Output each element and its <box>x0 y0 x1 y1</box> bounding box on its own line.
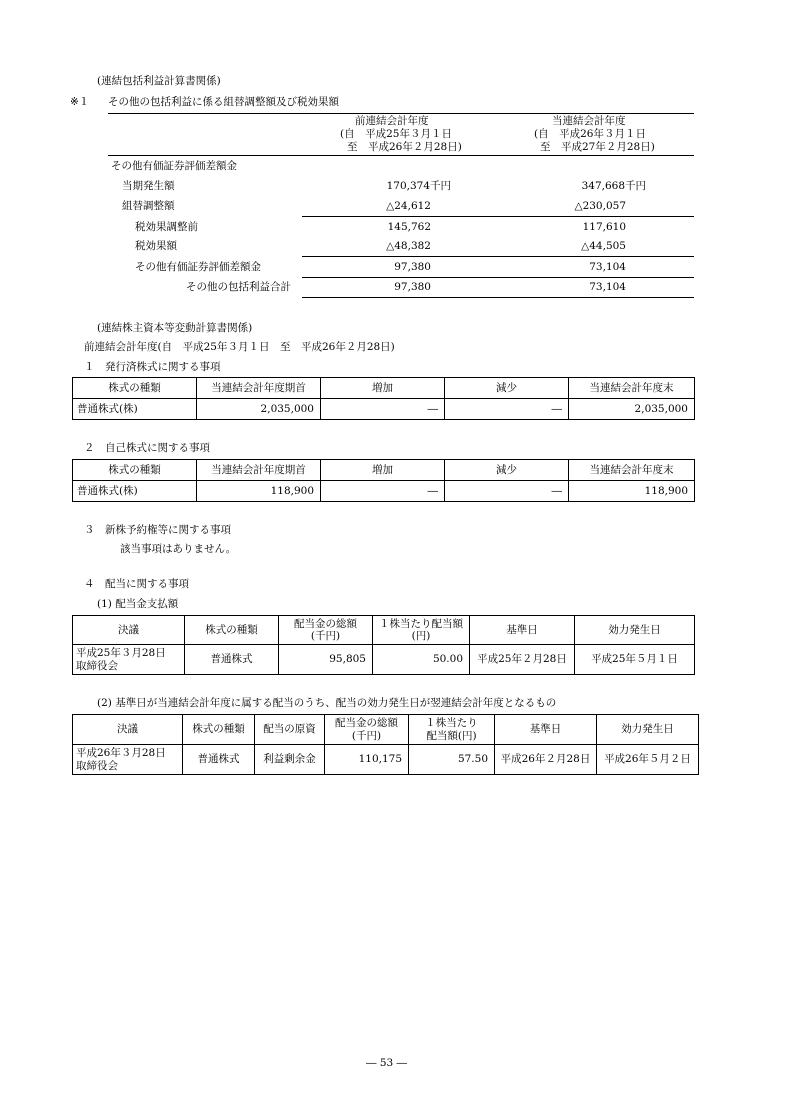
table-cell: ― <box>321 399 445 420</box>
table-cell: 普通株式 <box>183 745 255 775</box>
header-cell: 当連結会計年度末 <box>569 460 695 481</box>
stock-options-text: 該当事項はありません。 <box>120 543 237 555</box>
row-value-prev: 170,374千円 <box>386 180 451 192</box>
subtotal-rule-curr <box>498 216 694 217</box>
header-line: (円) <box>411 630 431 642</box>
row-value-curr: △230,057 <box>574 200 626 212</box>
row-label: その他有価証券評価差額金 <box>135 261 261 273</box>
subtotal-rule-prev <box>302 216 498 217</box>
table-cell: 平成25年５月１日 <box>575 645 695 675</box>
table-cell: ― <box>445 399 569 420</box>
subtotal-rule-curr <box>498 256 694 257</box>
header-cell-two-line <box>373 616 470 645</box>
section-title-treasury-shares: ２ 自己株式に関する事項 <box>84 442 210 454</box>
header-cell: 株式の種類 <box>73 460 197 481</box>
table-cell: 普通株式(株) <box>73 481 197 502</box>
header-cell: 当連結会計年度期首 <box>197 460 321 481</box>
row-label-total: その他の包括利益合計 <box>186 281 291 293</box>
table-cell: 118,900 <box>197 481 321 502</box>
header-cell: 減少 <box>445 460 569 481</box>
header-cell: 基準日 <box>470 616 575 645</box>
table-cell: 利益剰余金 <box>255 745 325 775</box>
table-top-rule <box>108 113 694 114</box>
header-cell: 決議 <box>73 616 185 645</box>
header-cell: 効力発生日 <box>575 616 695 645</box>
table-cell: ― <box>321 481 445 502</box>
dividends-next-year-table <box>72 714 699 775</box>
prev-year-label: 前連結会計年度 <box>355 115 429 127</box>
header-cell: 株式の種類 <box>185 616 279 645</box>
header-cell-two-line <box>325 715 409 745</box>
table-cell: 95,805 <box>279 645 373 675</box>
header-bottom-rule <box>108 155 694 156</box>
subtotal-rule-prev <box>302 256 498 257</box>
table-cell: 平成25年２月28日 <box>470 645 575 675</box>
header-cell: 株式の種類 <box>183 715 255 745</box>
row-value-prev: △24,612 <box>386 200 431 212</box>
header-line: 配当額(円) <box>426 729 477 742</box>
equity-period: 前連結会計年度(自 平成25年３月１日 至 平成26年２月28日) <box>84 341 395 353</box>
row-label: 組替調整額 <box>122 200 175 212</box>
row-value-curr: 73,104 <box>589 261 626 273</box>
dividends-paid-title: (1) 配当金支払額 <box>97 598 179 610</box>
table-cell: 110,175 <box>325 745 409 775</box>
row-value-prev: △48,382 <box>386 240 431 252</box>
equity-heading: (連結株主資本等変動計算書関係) <box>97 322 253 334</box>
row-value-curr: △44,505 <box>581 240 626 252</box>
comprehensive-income-heading: (連結包括利益計算書関係) <box>97 75 221 87</box>
note-title: その他の包括利益に係る組替調整額及び税効果額 <box>108 96 339 108</box>
header-cell: 基準日 <box>495 715 597 745</box>
row-value-curr: 117,610 <box>582 221 626 233</box>
table-cell: 50.00 <box>373 645 470 675</box>
row-value-curr: 347,668千円 <box>581 180 646 192</box>
row-value-prev: 97,380 <box>394 281 431 293</box>
curr-year-label: 当連結会計年度 <box>552 115 626 127</box>
header-cell: 当連結会計年度末 <box>569 378 695 399</box>
header-cell: 効力発生日 <box>597 715 699 745</box>
section-title-dividends: ４ 配当に関する事項 <box>84 578 189 590</box>
prev-year-from: (自 平成25年３月１日 <box>340 128 452 140</box>
resolution-cell <box>73 745 183 775</box>
resolution-cell <box>73 645 185 675</box>
section-title-issued-shares: １ 発行済株式に関する事項 <box>84 361 221 373</box>
header-line: 配当金の総額 <box>294 617 357 630</box>
resolution-date: 平成26年３月28日 <box>76 747 166 760</box>
note-mark: ※１ <box>70 96 90 108</box>
resolution-body: 取締役会 <box>76 759 118 772</box>
row-label: 当期発生額 <box>122 180 175 192</box>
header-cell-two-line <box>409 715 495 745</box>
header-cell: 減少 <box>445 378 569 399</box>
header-line: (千円) <box>310 630 341 642</box>
table-cell: 平成26年２月28日 <box>495 745 597 775</box>
resolution-body: 取締役会 <box>76 659 118 672</box>
dividends-next-year-title: (2) 基準日が当連結会計年度に属する配当のうち、配当の効力発生日が翌連結会計年度となるもの <box>97 697 557 709</box>
header-line: 配当金の総額 <box>335 717 398 730</box>
row-value-prev: 145,762 <box>387 221 431 233</box>
curr-year-to: 至 平成27年２月28日) <box>540 141 655 153</box>
table-cell: 普通株式 <box>185 645 279 675</box>
header-cell: 決議 <box>73 715 183 745</box>
header-cell: 配当の原資 <box>255 715 325 745</box>
table-cell: 平成26年５月２日 <box>597 745 699 775</box>
table-cell: 2,035,000 <box>197 399 321 420</box>
resolution-date: 平成25年３月28日 <box>76 647 166 660</box>
header-cell: 株式の種類 <box>73 378 197 399</box>
page-number: ― 53 ― <box>366 1057 408 1069</box>
table-cell: 普通株式(株) <box>73 399 197 420</box>
section-title-stock-options: ３ 新株予約権等に関する事項 <box>84 524 231 536</box>
header-line: １株当たり <box>425 717 478 730</box>
header-cell: 増加 <box>321 460 445 481</box>
table-cell: 2,035,000 <box>569 399 695 420</box>
dividends-paid-table <box>72 615 695 675</box>
issued-shares-table <box>72 377 695 420</box>
bottom-rule <box>302 297 694 298</box>
row-label: その他有価証券評価差額金 <box>111 160 237 172</box>
curr-year-from: (自 平成26年３月１日 <box>534 128 646 140</box>
prev-year-to: 至 平成26年２月28日) <box>347 141 462 153</box>
table-cell: ― <box>445 481 569 502</box>
row-label: 税効果額 <box>135 240 177 252</box>
total-rule-prev <box>302 277 498 278</box>
row-value-curr: 73,104 <box>589 281 626 293</box>
total-rule-curr <box>498 277 694 278</box>
header-cell: 増加 <box>321 378 445 399</box>
header-line: (千円) <box>351 729 382 742</box>
header-cell: 当連結会計年度期首 <box>197 378 321 399</box>
row-value-prev: 97,380 <box>394 261 431 273</box>
row-label: 税効果調整前 <box>135 221 198 233</box>
treasury-shares-table <box>72 459 695 502</box>
header-cell-two-line <box>279 616 373 645</box>
table-cell: 57.50 <box>409 745 495 775</box>
header-line: １株当たり配当額 <box>379 617 463 630</box>
table-cell: 118,900 <box>569 481 695 502</box>
